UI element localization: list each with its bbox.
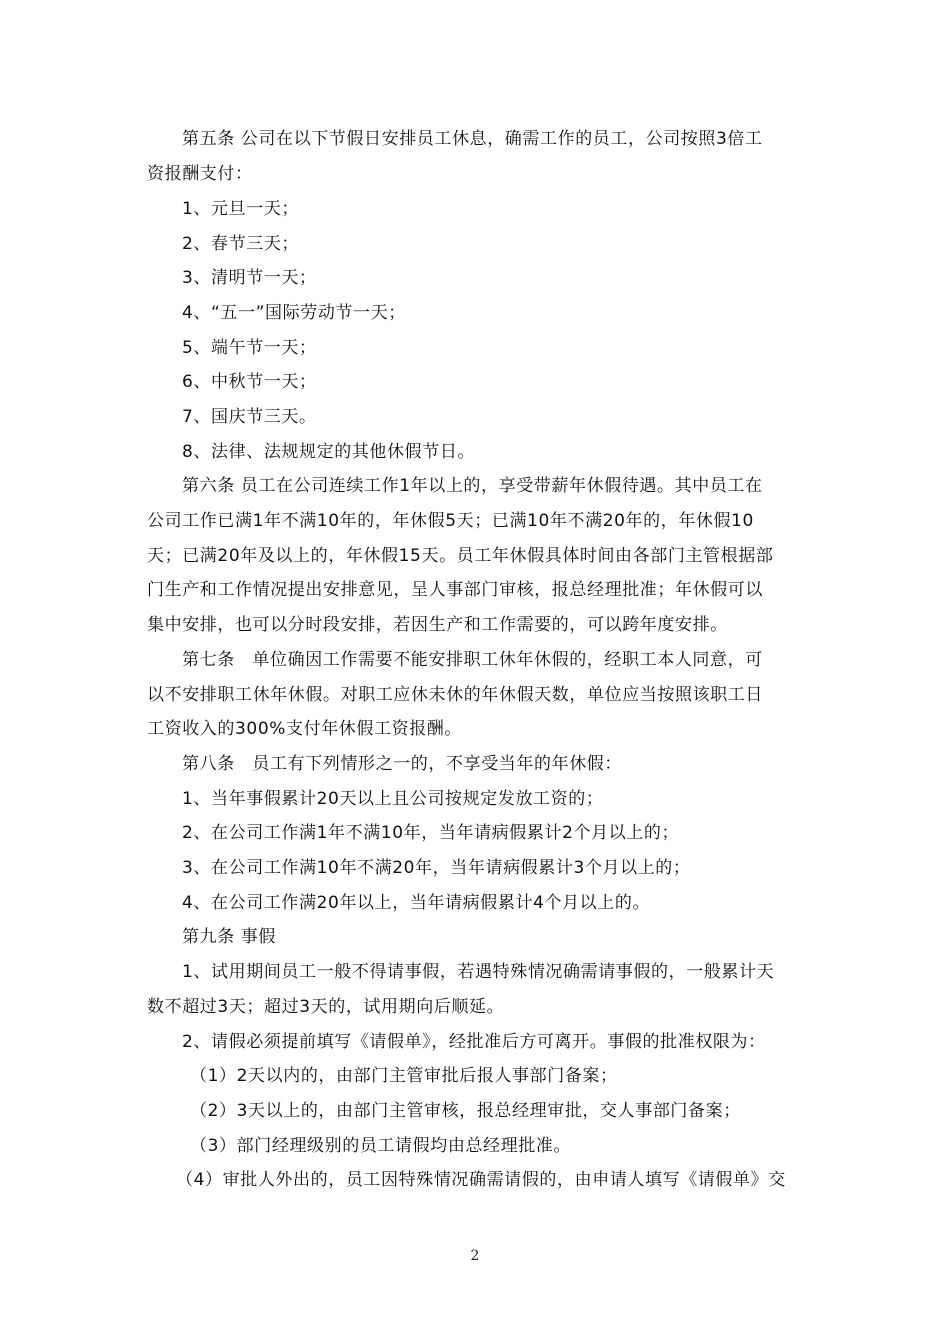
- article-9-item-2: 2、请假必须提前填写《请假单》，经批准后方可离开。事假的批准权限为：: [182, 1032, 766, 1052]
- approval-rule-1: （1）2天以内的，由部门主管审批后报人事部门备案；: [190, 1066, 618, 1086]
- holiday-item-8: 8、法律、法规规定的其他休假节日。: [182, 442, 476, 462]
- holiday-item-7: 7、国庆节三天。: [182, 407, 317, 427]
- holiday-item-1: 1、元旦一天；: [182, 199, 300, 219]
- approval-rule-2: （2）3天以上的，由部门主管审核，报总经理审批，交人事部门备案；: [190, 1101, 741, 1121]
- article-6-line-4: 门生产和工作情况提出安排意见，呈人事部门审核，报总经理批准；年休假可以: [147, 580, 763, 600]
- article-6-line-5: 集中安排，也可以分时段安排，若因生产和工作需要的，可以跨年度安排。: [147, 615, 728, 635]
- article-6-line-2: 公司工作已满1年不满10年的，年休假5天；已满10年不满20年的，年休假10: [147, 511, 754, 531]
- holiday-item-6: 6、中秋节一天；: [182, 372, 317, 392]
- article-7-line-3: 工资收入的300%支付年休假工资报酬。: [147, 719, 463, 739]
- article-8-item-2: 2、在公司工作满1年不满10年，当年请病假累计2个月以上的；: [182, 823, 680, 843]
- article-5-line-1: 第五条 公司在以下节假日安排员工休息，确需工作的员工，公司按照3倍工: [182, 129, 763, 149]
- article-9-item-1-line-2: 数不超过3天；超过3天的，试用期向后顺延。: [147, 997, 505, 1017]
- article-7-line-2: 以不安排职工休年休假。对职工应休未休的年休假天数，单位应当按照该职工日: [147, 685, 763, 705]
- article-8-item-4: 4、在公司工作满20年以上，当年请病假累计4个月以上的。: [182, 893, 651, 913]
- article-8-item-3: 3、在公司工作满10年不满20年，当年请病假累计3个月以上的；: [182, 858, 691, 878]
- approval-rule-3: （3）部门经理级别的员工请假均由总经理批准。: [190, 1136, 572, 1156]
- holiday-item-4: 4、“五一”国际劳动节一天；: [182, 303, 406, 323]
- article-6-line-3: 天；已满20年及以上的，年休假15天。员工年休假具体时间由各部门主管根据部: [147, 546, 774, 566]
- holiday-item-5: 5、端午节一天；: [182, 338, 317, 358]
- article-5-line-2: 资报酬支付：: [147, 164, 253, 184]
- article-9-heading: 第九条 事假: [182, 927, 277, 947]
- page-number: 2: [470, 1248, 480, 1264]
- holiday-item-2: 2、春节三天；: [182, 234, 300, 254]
- article-9-item-1-line-1: 1、试用期间员工一般不得请事假，若遇特殊情况确需请事假的，一般累计天: [182, 962, 775, 982]
- article-6-line-1: 第六条 员工在公司连续工作1年以上的，享受带薪年休假待遇。其中员工在: [182, 476, 763, 496]
- article-8-line-1: 第八条 员工有下列情形之一的，不享受当年的年休假：: [182, 754, 622, 774]
- approval-rule-4: （4）审批人外出的，员工因特殊情况确需请假的，由申请人填写《请假单》交: [176, 1170, 786, 1190]
- article-8-item-1: 1、当年事假累计20天以上且公司按规定发放工资的；: [182, 789, 604, 809]
- article-7-line-1: 第七条 单位确因工作需要不能安排职工休年休假的，经职工本人同意，可: [182, 650, 763, 670]
- holiday-item-3: 3、清明节一天；: [182, 268, 317, 288]
